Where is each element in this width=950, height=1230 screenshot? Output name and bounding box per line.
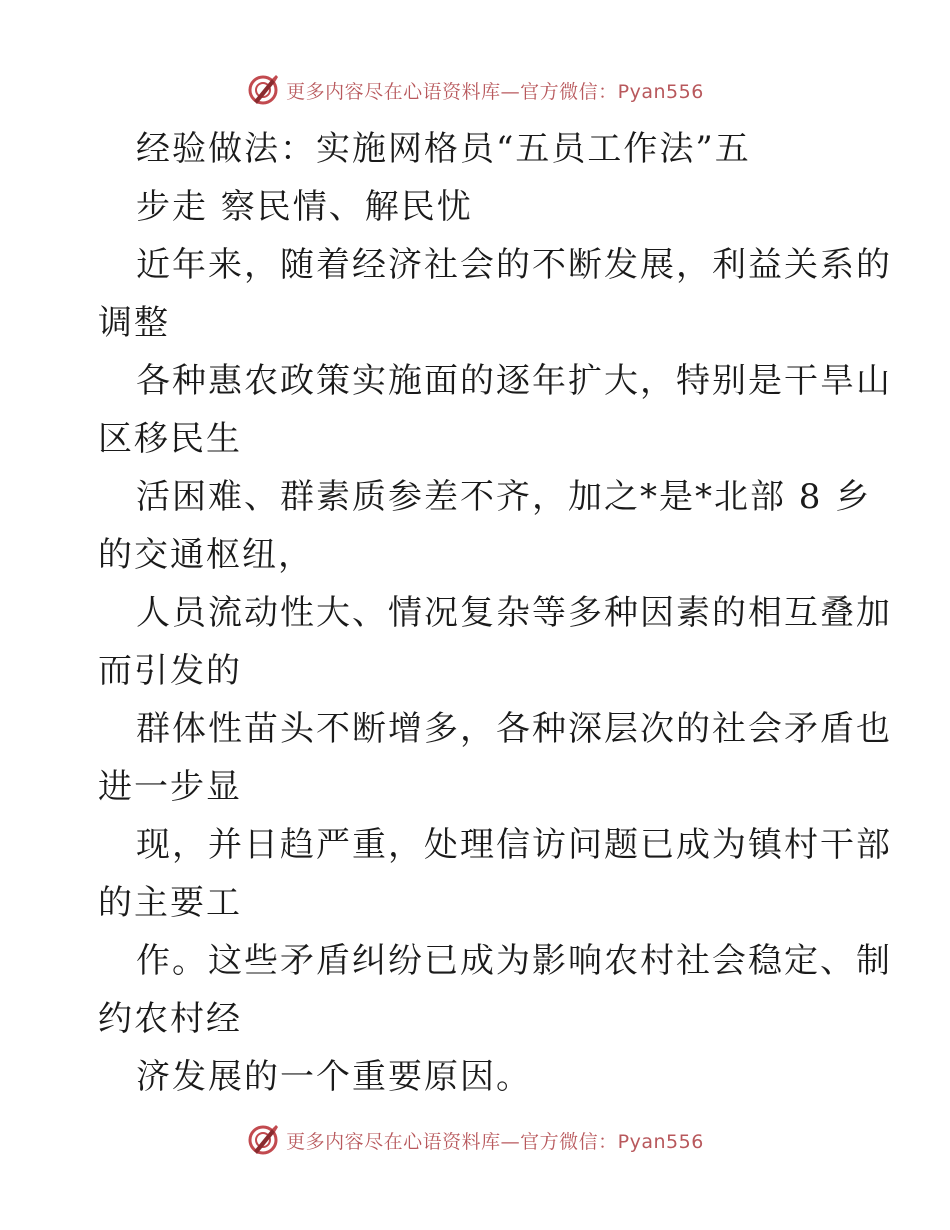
- text-line: 而引发的: [98, 651, 242, 691]
- footer-banner-text: 更多内容尽在心语资料库—官方微信：Pyan556: [286, 1130, 704, 1153]
- text-line: 群体性苗头不断增多，各种深层次的社会矛盾也: [136, 709, 892, 749]
- text-line: 活困难、群素质参差不齐，加之*是*北部 8 乡: [136, 477, 872, 517]
- text-line: 步走 察民情、解民忧: [136, 187, 473, 227]
- document-body: [98, 120, 892, 1106]
- text-line: 约农村经: [98, 999, 242, 1039]
- pen-logo-icon: [246, 1123, 280, 1157]
- text-line: 现，并日趋严重，处理信访问题已成为镇村干部: [136, 825, 892, 865]
- text-line: 区移民生: [98, 419, 242, 459]
- footer-banner: [0, 1120, 950, 1160]
- text-line: 作。这些矛盾纠纷已成为影响农村社会稳定、制: [136, 941, 892, 981]
- header-banner: [0, 70, 950, 110]
- text-line: 各种惠农政策实施面的逐年扩大，特别是干旱山: [136, 361, 892, 401]
- text-line: 济发展的一个重要原因。: [136, 1057, 532, 1097]
- pen-logo-icon: [246, 73, 280, 107]
- text-line: 调整: [98, 303, 170, 343]
- text-line: 进一步显: [98, 767, 242, 807]
- text-line: 人员流动性大、情况复杂等多种因素的相互叠加: [136, 593, 892, 633]
- text-line: 的交通枢纽，: [98, 535, 314, 575]
- text-line: 近年来，随着经济社会的不断发展，利益关系的: [136, 245, 892, 285]
- text-line: 的主要工: [98, 883, 242, 923]
- header-banner-text: 更多内容尽在心语资料库—官方微信：Pyan556: [286, 80, 704, 103]
- text-line: 经验做法：实施网格员“五员工作法”五: [136, 129, 751, 169]
